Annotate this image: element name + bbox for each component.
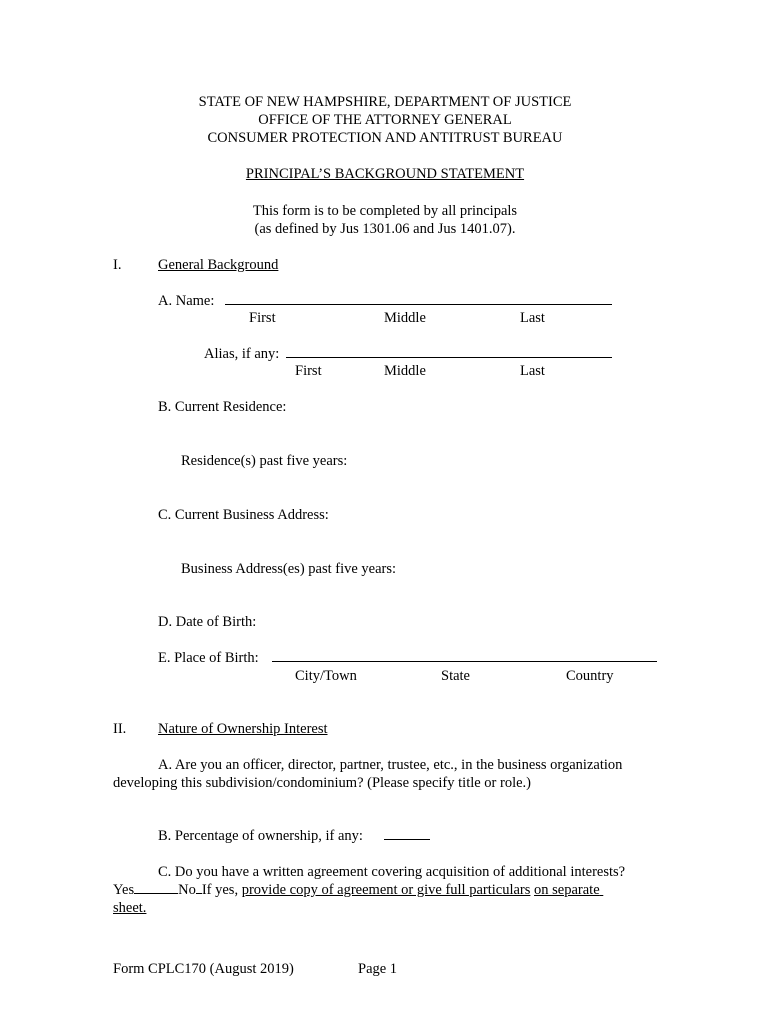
page-number-footer: Page 1: [358, 961, 398, 977]
pob-sub-state: State: [441, 668, 470, 684]
date-of-birth-label: D. Date of Birth:: [158, 614, 257, 630]
name-sub-first: First: [249, 310, 276, 326]
alias-sub-last: Last: [520, 363, 545, 379]
place-of-birth-field-line[interactable]: [272, 661, 657, 662]
section2-heading: Nature of Ownership Interest: [158, 721, 328, 737]
alias-sub-first: First: [295, 363, 322, 379]
sheet-text: sheet.: [113, 900, 147, 916]
past-residences-label: Residence(s) past five years:: [181, 453, 348, 469]
ownership-percentage-field-line[interactable]: [384, 839, 430, 840]
current-residence-label: B. Current Residence:: [158, 399, 287, 415]
question-c-line1: C. Do you have a written agreement covering acquisition of additional interests?: [158, 864, 626, 880]
question-c-line3: [113, 899, 146, 917]
agency-header-line1: STATE OF NEW HAMPSHIRE, DEPARTMENT OF JUSTICE: [198, 94, 572, 110]
name-label: A. Name:: [158, 293, 215, 309]
name-sub-last: Last: [520, 310, 545, 326]
name-sub-middle: Middle: [384, 310, 426, 326]
question-a-line2: developing this subdivision/condominium? (Please specify title or role.): [113, 775, 532, 791]
past-business-label: Business Address(es) past five years:: [181, 561, 397, 577]
provide-copy-text: provide copy of agreement or give full particulars: [241, 882, 531, 898]
question-c-line2: [113, 881, 603, 899]
name-field-line[interactable]: [225, 304, 612, 305]
pob-sub-city: City/Town: [295, 668, 357, 684]
separate-text: on separate: [534, 882, 600, 898]
pob-sub-country: Country: [566, 668, 614, 684]
agency-header-line3: CONSUMER PROTECTION AND ANTITRUST BUREAU: [207, 130, 563, 146]
intro-line1: This form is to be completed by all principals: [252, 203, 518, 219]
place-of-birth-label: E. Place of Birth:: [158, 650, 259, 666]
alias-field-line[interactable]: [286, 357, 612, 358]
section2-numeral: II.: [113, 721, 127, 737]
agency-header-line2: OFFICE OF THE ATTORNEY GENERAL: [258, 112, 512, 128]
alias-sub-middle: Middle: [384, 363, 426, 379]
if-yes-text: If yes,: [201, 882, 239, 898]
section1-heading: General Background: [158, 257, 279, 273]
yes-answer-line[interactable]: [134, 882, 178, 894]
form-id-footer: Form CPLC170 (August 2019): [113, 961, 294, 977]
section1-numeral: I.: [113, 257, 122, 273]
intro-line2: (as defined by Jus 1301.06 and Jus 1401.07).: [254, 221, 516, 237]
no-option-label: No: [178, 882, 196, 898]
form-title: PRINCIPAL’S BACKGROUND STATEMENT: [245, 166, 525, 182]
question-a-line1: A. Are you an officer, director, partner, trustee, etc., in the business organization: [158, 757, 623, 773]
alias-label: Alias, if any:: [204, 346, 280, 362]
yes-option-label: Yes: [113, 882, 135, 898]
current-business-label: C. Current Business Address:: [158, 507, 329, 523]
question-b-label: B. Percentage of ownership, if any:: [158, 828, 363, 844]
